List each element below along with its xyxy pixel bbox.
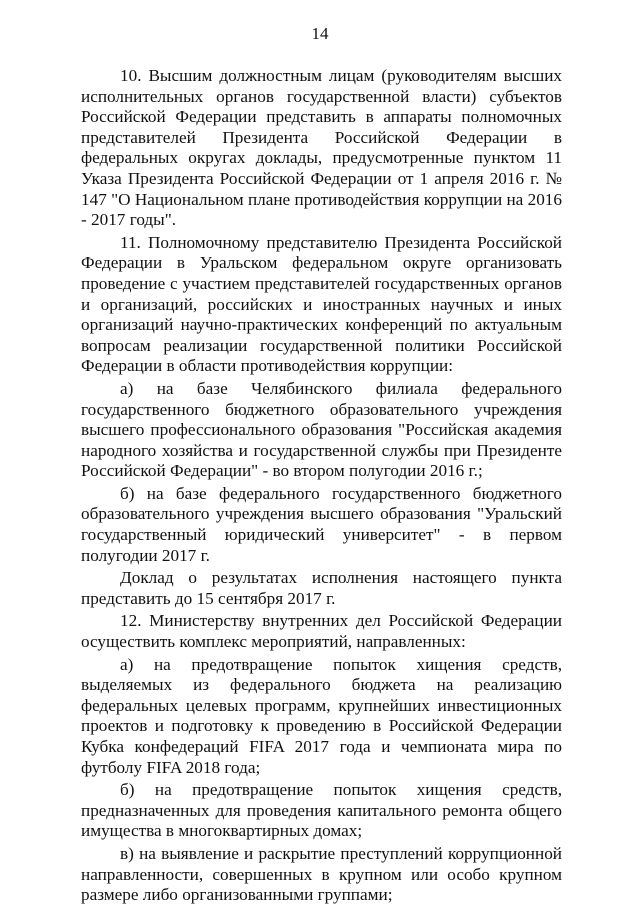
paragraph-item-10: 10. Высшим должностным лицам (руководителям высших исполнительных органов государственной власти) субъектов Российской Федерации представить в аппараты полномочных представителей Президента Российской Федерации в федеральных округах доклады, предусмотренные пунктом 11 Указа Президента Российской Федерации от 1 апреля 2016 г. № 147 "О Национальном плане противодействия коррупции на 2016 - 2017 годы". <box>81 66 562 230</box>
paragraph-item-12: 12. Министерству внутренних дел Российской Федерации осуществить комплекс мероприятий, направленных: <box>81 611 562 652</box>
paragraph-subitem-11b: б) на базе федерального государственного бюджетного образовательного учреждения высшего образования "Уральский государственный юридический университет" - в первом полугодии 2017 г. <box>81 483 562 565</box>
paragraph-item-11: 11. Полномочному представителю Президента Российской Федерации в Уральском федеральном округе организовать проведение с участием представителей государственных органов и организаций, российских и иностранных научных и иных организаций научно-практических конференций по актуальным вопросам реализации государственной политики Российской Федерации в области противодействия коррупции: <box>81 232 562 376</box>
paragraph-subitem-12c: в) на выявление и раскрытие преступлений коррупционной направленности, совершенных в крупном или особо крупном размере либо организованными группами; <box>81 843 562 905</box>
paragraph-report-deadline: Доклад о результатах исполнения настоящего пункта представить до 15 сентября 2017 г. <box>81 568 562 608</box>
paragraph-subitem-12b: б) на предотвращение попыток хищения средств, предназначенных для проведения капитального ремонта общего имущества в многоквартирных домах; <box>81 780 562 841</box>
page-number: 14 <box>311 24 329 43</box>
document-body <box>81 66 562 906</box>
paragraph-subitem-11a: а) на базе Челябинского филиала федерального государственного бюджетного образовательного учреждения высшего профессионального образования "Российская академия народного хозяйства и государственной службы при Президенте Российской Федерации" - во втором полугодии 2016 г.; <box>81 378 562 481</box>
paragraph-subitem-12a: а) на предотвращение попыток хищения средств, выделяемых из федерального бюджета на реализацию федеральных целевых программ, крупнейших инвестиционных проектов и подготовку к проведению в Российской Федерации Кубка конфедераций FIFA 2017 года и чемпионата мира по футболу FIFA 2018 года; <box>81 654 562 777</box>
